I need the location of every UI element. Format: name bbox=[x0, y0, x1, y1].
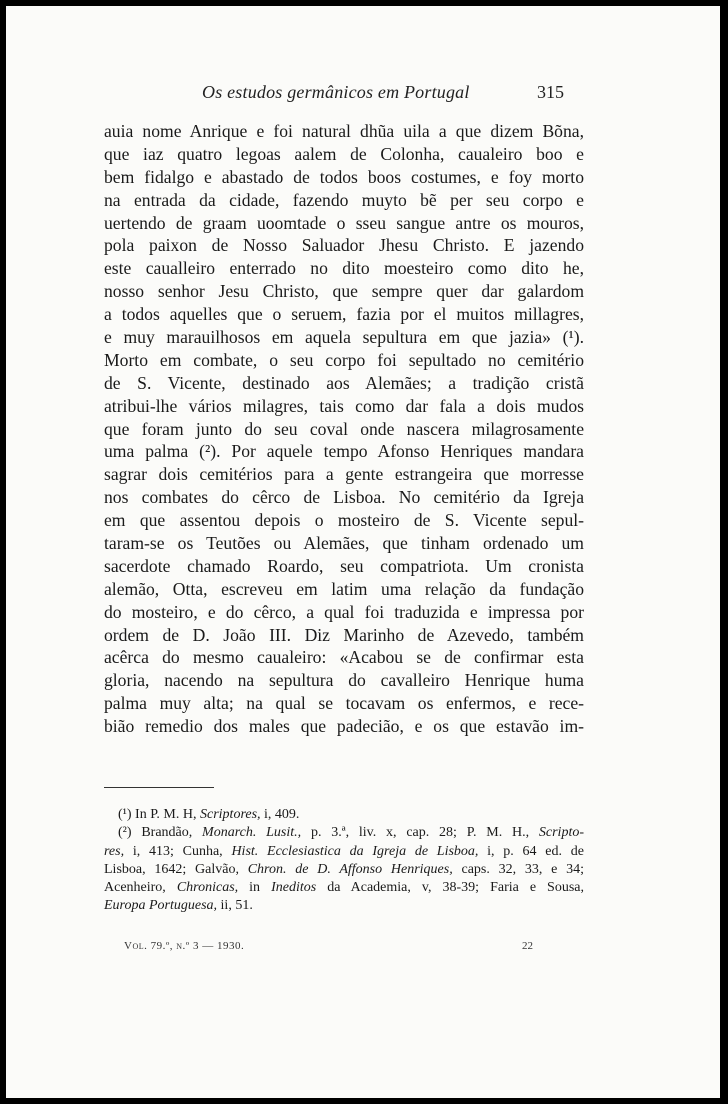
body-line: Morto em combate, o seu corpo foi sepultado no cemitério bbox=[104, 349, 584, 370]
body-line: sagrar dois cemitérios para a gente estrangeira que morresse bbox=[104, 464, 584, 485]
footnote-text: p. 3.ª, liv. x, cap. 28; P. M. H., bbox=[301, 825, 539, 841]
footnote-text: caps. 32, 33, e 34; bbox=[452, 861, 585, 877]
footnote-title: Chronicas, bbox=[176, 880, 239, 896]
footnote-2-line bbox=[104, 824, 584, 842]
body-line: acêrca do mesmo caualeiro: «Acabou se de confirmar esta bbox=[104, 647, 584, 668]
page-header bbox=[6, 82, 720, 106]
footnote-title: res, bbox=[104, 843, 125, 859]
running-title: Os estudos germânicos em Portugal bbox=[202, 82, 470, 102]
footnote-title: Scripto- bbox=[538, 825, 584, 841]
footnote-title: Chron. de D. Affonso Henriques, bbox=[247, 861, 453, 877]
page-number: 315 bbox=[537, 82, 564, 102]
body-line: alemão, Otta, escreveu em latim uma relação da fundação bbox=[104, 578, 584, 599]
footnote-marker: (¹) bbox=[118, 807, 132, 822]
footnote-text: da Academia, v, 38-39; Faria e Sousa, bbox=[316, 880, 585, 896]
body-line: do mosteiro, e do cêrco, a qual foi traduzida e impressa por bbox=[104, 601, 584, 622]
footnote-text: In P. M. H, bbox=[131, 807, 200, 822]
body-line: pola paixon de Nosso Saluador Jhesu Christo. E jazendo bbox=[104, 235, 584, 256]
volume-info: Vol. 79.º, n.º 3 — 1930. bbox=[124, 940, 245, 952]
body-line: uma palma (²). Por aquele tempo Afonso Henriques mandara bbox=[104, 441, 584, 462]
body-line: bem fidalgo e abastado de todos boos costumes, e foy morto bbox=[104, 166, 584, 187]
body-line: nosso senhor Jesu Christo, que sempre quer dar galardom bbox=[104, 281, 584, 302]
footnote-1 bbox=[104, 806, 584, 824]
body-line: na entrada da cidade, fazendo muyto bẽ per seu corpo e bbox=[104, 189, 584, 210]
footnote-text: Brandão, bbox=[131, 825, 203, 841]
body-line: que iaz quatro legoas aalem de Colonha, caualeiro boo e bbox=[104, 143, 584, 164]
footnote-text: Acenheiro, bbox=[104, 880, 177, 896]
footnote-text: ii, 51. bbox=[217, 898, 253, 914]
body-line: em que assentou depois o mosteiro de S. Vicente sepul- bbox=[104, 510, 584, 531]
footnote-text: i, p. 64 ed. de bbox=[478, 843, 584, 859]
body-line: ordem de D. João III. Diz Marinho de Azevedo, também bbox=[104, 624, 584, 645]
body-text bbox=[104, 120, 584, 738]
footnote-marker: (²) bbox=[118, 825, 132, 841]
footnote-text: i, 413; Cunha, bbox=[124, 843, 232, 859]
signature-line bbox=[124, 940, 544, 956]
footnote-title: Hist. Ecclesiastica da Igreja de Lisboa, bbox=[231, 843, 479, 859]
footnote-title: Scriptores, bbox=[200, 807, 261, 822]
body-line: bião remedio dos males que padecião, e os que estavão im- bbox=[104, 716, 584, 737]
body-line: que foram junto do seu coval onde nascera milagrosamente bbox=[104, 418, 584, 439]
body-line: nos combates do cêrco de Lisboa. No cemitério da Igreja bbox=[104, 487, 584, 508]
footnote-2-line bbox=[104, 843, 584, 861]
footnote-rule bbox=[104, 787, 214, 788]
footnote-text: Lisboa, 1642; Galvão, bbox=[104, 861, 248, 877]
body-line: auia nome Anrique e foi natural dhũa uila a que dizem Bõna, bbox=[104, 121, 584, 141]
book-page bbox=[6, 6, 720, 1098]
body-line: de S. Vicente, destinado aos Alemães; a tradição cristã bbox=[104, 372, 584, 393]
footnote-2-line bbox=[104, 897, 584, 915]
body-line: palma muy alta; na qual se tocavam os enfermos, e rece- bbox=[104, 693, 584, 714]
body-line: sacerdote chamado Roardo, seu compatriota. Um cronista bbox=[104, 555, 584, 576]
footnote-text: in bbox=[238, 880, 272, 896]
body-line: uertendo de graam uoomtade o sseu sangue antre os mouros, bbox=[104, 212, 584, 233]
footnote-2-line bbox=[104, 879, 584, 897]
body-line: taram-se os Teutões ou Alemães, que tinham ordenado um bbox=[104, 533, 584, 554]
body-line: gloria, nacendo na sepultura do cavalleiro Henrique huma bbox=[104, 670, 584, 691]
footnote-2-line bbox=[104, 861, 584, 879]
footnote-title: Ineditos bbox=[271, 880, 317, 896]
body-line: a todos aquelles que o seruem, fazia por el muitos millagres, bbox=[104, 304, 584, 325]
sheet-number: 22 bbox=[522, 940, 533, 952]
body-line: e muy marauilhosos em aquela sepultura em que jazia» (¹). bbox=[104, 327, 584, 348]
body-line: este caualleiro enterrado no dito moesteiro como dito he, bbox=[104, 258, 584, 279]
footnote-title: Monarch. Lusit., bbox=[202, 825, 302, 841]
footnote-text: i, 409. bbox=[260, 807, 300, 822]
footnote-title: Europa Portuguesa, bbox=[104, 898, 218, 914]
footnotes bbox=[104, 806, 584, 916]
body-line: atribui-lhe vários milagres, tais como dar fala a dois mudos bbox=[104, 395, 584, 416]
